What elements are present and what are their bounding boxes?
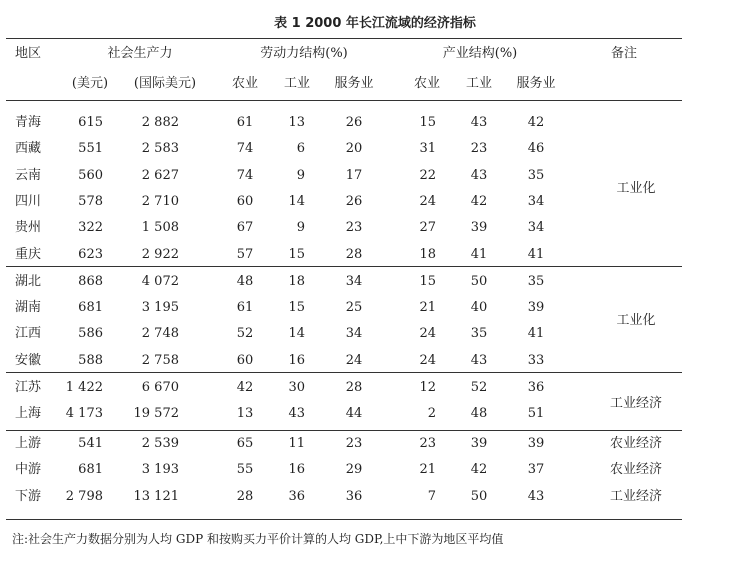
row-labor-services: 26 bbox=[345, 115, 363, 130]
row-labor-industry: 15 bbox=[288, 247, 305, 262]
row-usd: 322 bbox=[78, 220, 103, 235]
row-usd: 578 bbox=[78, 194, 103, 209]
row-usd: 4 173 bbox=[65, 406, 103, 421]
row-region: 四川 bbox=[14, 194, 42, 209]
row-industry-agriculture: 2 bbox=[427, 406, 436, 421]
row-industry-industry: 42 bbox=[470, 462, 488, 477]
row-labor-industry: 16 bbox=[288, 353, 305, 368]
row-industry-agriculture: 24 bbox=[419, 326, 436, 341]
row-industry-services: 37 bbox=[527, 462, 545, 477]
row-region: 湖北 bbox=[14, 274, 42, 289]
row-region: 湖南 bbox=[14, 300, 42, 315]
row-labor-services: 24 bbox=[345, 353, 363, 368]
row-labor-industry: 14 bbox=[288, 194, 305, 209]
row-labor-agriculture: 74 bbox=[236, 168, 254, 183]
row-industry-industry: 40 bbox=[470, 300, 488, 315]
row-industry-industry: 41 bbox=[470, 247, 488, 262]
row-industry-industry: 35 bbox=[470, 326, 488, 341]
row-labor-agriculture: 42 bbox=[236, 380, 254, 395]
header-industry-industry: 工业 bbox=[465, 76, 493, 91]
row-usd: 681 bbox=[78, 462, 103, 477]
row-industry-agriculture: 15 bbox=[419, 115, 436, 130]
row-industry-industry: 50 bbox=[470, 274, 488, 289]
row-remark: 工业经济 bbox=[609, 396, 663, 411]
row-labor-agriculture: 67 bbox=[236, 220, 254, 235]
row-labor-services: 23 bbox=[345, 220, 363, 235]
row-industry-agriculture: 7 bbox=[427, 489, 436, 504]
row-industry-agriculture: 21 bbox=[419, 300, 436, 315]
row-remark: 农业经济 bbox=[609, 436, 663, 451]
row-industry-services: 46 bbox=[527, 141, 545, 156]
row-industry-services: 35 bbox=[527, 274, 545, 289]
row-industry-services: 42 bbox=[527, 115, 545, 130]
row-intl-usd: 3 195 bbox=[141, 300, 179, 315]
row-industry-industry: 23 bbox=[470, 141, 488, 156]
row-usd: 586 bbox=[78, 326, 103, 341]
row-labor-industry: 15 bbox=[288, 300, 305, 315]
row-industry-agriculture: 31 bbox=[419, 141, 436, 156]
row-industry-services: 41 bbox=[527, 326, 545, 341]
header-industry-agriculture: 农业 bbox=[413, 76, 441, 91]
table-top-rule bbox=[6, 38, 682, 39]
row-industry-industry: 50 bbox=[470, 489, 488, 504]
header-region: 地区 bbox=[14, 46, 42, 61]
row-labor-services: 26 bbox=[345, 194, 363, 209]
row-labor-industry: 43 bbox=[288, 406, 305, 421]
row-labor-agriculture: 13 bbox=[236, 406, 254, 421]
header-intl-usd: (国际美元) bbox=[133, 76, 197, 91]
row-industry-agriculture: 21 bbox=[419, 462, 436, 477]
row-intl-usd: 2 748 bbox=[141, 326, 179, 341]
table-bottom-rule bbox=[6, 519, 682, 520]
row-labor-industry: 18 bbox=[288, 274, 305, 289]
row-intl-usd: 2 922 bbox=[141, 247, 179, 262]
row-labor-agriculture: 28 bbox=[236, 489, 254, 504]
row-industry-agriculture: 15 bbox=[419, 274, 436, 289]
row-labor-industry: 11 bbox=[288, 436, 305, 451]
row-labor-agriculture: 60 bbox=[236, 194, 254, 209]
row-industry-services: 34 bbox=[527, 220, 545, 235]
row-labor-industry: 9 bbox=[296, 220, 305, 235]
row-intl-usd: 2 882 bbox=[141, 115, 179, 130]
table-title: 表 1 2000 年长江流域的经济指标 bbox=[274, 16, 476, 31]
row-industry-services: 39 bbox=[527, 436, 545, 451]
row-labor-agriculture: 74 bbox=[236, 141, 254, 156]
row-labor-agriculture: 60 bbox=[236, 353, 254, 368]
row-industry-agriculture: 12 bbox=[419, 380, 436, 395]
row-region: 江苏 bbox=[14, 380, 42, 395]
row-intl-usd: 3 193 bbox=[141, 462, 179, 477]
row-industry-services: 43 bbox=[527, 489, 545, 504]
row-labor-industry: 6 bbox=[296, 141, 305, 156]
row-labor-agriculture: 52 bbox=[236, 326, 254, 341]
row-intl-usd: 2 710 bbox=[141, 194, 179, 209]
row-industry-services: 41 bbox=[527, 247, 545, 262]
row-labor-services: 25 bbox=[345, 300, 363, 315]
row-region: 云南 bbox=[14, 168, 42, 183]
row-labor-agriculture: 57 bbox=[236, 247, 254, 262]
row-region: 贵州 bbox=[14, 220, 42, 235]
row-intl-usd: 4 072 bbox=[141, 274, 179, 289]
row-usd: 1 422 bbox=[65, 380, 103, 395]
row-intl-usd: 2 627 bbox=[141, 168, 179, 183]
row-region: 中游 bbox=[14, 462, 42, 477]
row-labor-industry: 30 bbox=[288, 380, 305, 395]
row-industry-industry: 39 bbox=[470, 220, 488, 235]
row-industry-services: 36 bbox=[527, 380, 545, 395]
row-labor-services: 44 bbox=[345, 406, 363, 421]
row-labor-agriculture: 61 bbox=[236, 300, 254, 315]
row-usd: 681 bbox=[78, 300, 103, 315]
row-usd: 623 bbox=[78, 247, 103, 262]
row-industry-industry: 48 bbox=[470, 406, 488, 421]
header-labor-agriculture: 农业 bbox=[231, 76, 259, 91]
row-remark: 工业化 bbox=[616, 181, 656, 196]
row-labor-industry: 36 bbox=[288, 489, 305, 504]
group-divider-rule bbox=[6, 372, 682, 373]
row-intl-usd: 2 539 bbox=[141, 436, 179, 451]
row-usd: 551 bbox=[78, 141, 103, 156]
row-region: 上海 bbox=[14, 406, 42, 421]
row-region: 重庆 bbox=[14, 247, 42, 262]
row-industry-industry: 43 bbox=[470, 115, 488, 130]
row-industry-industry: 39 bbox=[470, 436, 488, 451]
row-industry-agriculture: 23 bbox=[419, 436, 436, 451]
header-industry-services: 服务业 bbox=[516, 76, 556, 91]
row-intl-usd: 13 121 bbox=[133, 489, 179, 504]
row-labor-agriculture: 61 bbox=[236, 115, 254, 130]
row-industry-industry: 43 bbox=[470, 168, 488, 183]
header-social-productivity: 社会生产力 bbox=[107, 46, 173, 61]
row-labor-agriculture: 48 bbox=[236, 274, 254, 289]
row-industry-services: 33 bbox=[527, 353, 545, 368]
row-labor-services: 20 bbox=[345, 141, 363, 156]
table-footnote: 注:社会生产力数据分别为人均 GDP 和按购买力平价计算的人均 GDP,上中下游为地区平均值 bbox=[12, 532, 504, 546]
row-labor-agriculture: 65 bbox=[236, 436, 254, 451]
row-labor-services: 36 bbox=[345, 489, 363, 504]
row-labor-services: 29 bbox=[345, 462, 363, 477]
group-divider-rule bbox=[6, 266, 682, 267]
row-intl-usd: 2 583 bbox=[141, 141, 179, 156]
row-usd: 868 bbox=[78, 274, 103, 289]
row-industry-services: 34 bbox=[527, 194, 545, 209]
row-region: 上游 bbox=[14, 436, 42, 451]
row-industry-services: 35 bbox=[527, 168, 545, 183]
row-industry-agriculture: 24 bbox=[419, 353, 436, 368]
row-intl-usd: 1 508 bbox=[141, 220, 179, 235]
row-industry-agriculture: 22 bbox=[419, 168, 436, 183]
group-divider-rule bbox=[6, 430, 682, 431]
header-labor-industry: 工业 bbox=[283, 76, 311, 91]
row-intl-usd: 19 572 bbox=[133, 406, 179, 421]
row-industry-agriculture: 18 bbox=[419, 247, 436, 262]
row-region: 江西 bbox=[14, 326, 42, 341]
header-remarks: 备注 bbox=[610, 46, 638, 61]
row-usd: 588 bbox=[78, 353, 103, 368]
header-usd: (美元) bbox=[71, 76, 109, 91]
row-remark: 农业经济 bbox=[609, 462, 663, 477]
row-region: 西藏 bbox=[14, 141, 42, 156]
header-labor-structure: 劳动力结构(%) bbox=[260, 46, 348, 61]
row-remark: 工业化 bbox=[616, 313, 656, 328]
row-labor-services: 23 bbox=[345, 436, 363, 451]
row-labor-agriculture: 55 bbox=[236, 462, 254, 477]
row-usd: 615 bbox=[78, 115, 103, 130]
row-region: 青海 bbox=[14, 115, 42, 130]
row-usd: 541 bbox=[78, 436, 103, 451]
row-labor-industry: 9 bbox=[296, 168, 305, 183]
row-region: 安徽 bbox=[14, 353, 42, 368]
row-region: 下游 bbox=[14, 489, 42, 504]
row-industry-industry: 43 bbox=[470, 353, 488, 368]
row-labor-services: 34 bbox=[345, 274, 363, 289]
row-labor-industry: 16 bbox=[288, 462, 305, 477]
row-industry-agriculture: 27 bbox=[419, 220, 436, 235]
row-industry-services: 39 bbox=[527, 300, 545, 315]
row-remark: 工业经济 bbox=[609, 489, 663, 504]
row-usd: 560 bbox=[78, 168, 103, 183]
row-labor-services: 28 bbox=[345, 380, 363, 395]
row-labor-services: 17 bbox=[345, 168, 363, 183]
row-industry-industry: 52 bbox=[470, 380, 488, 395]
header-industry-structure: 产业结构(%) bbox=[442, 46, 518, 61]
row-industry-services: 51 bbox=[527, 406, 545, 421]
row-industry-industry: 42 bbox=[470, 194, 488, 209]
row-industry-agriculture: 24 bbox=[419, 194, 436, 209]
row-intl-usd: 2 758 bbox=[141, 353, 179, 368]
header-labor-services: 服务业 bbox=[334, 76, 374, 91]
row-labor-services: 28 bbox=[345, 247, 363, 262]
header-bottom-rule bbox=[6, 100, 682, 101]
row-usd: 2 798 bbox=[65, 489, 103, 504]
row-labor-industry: 14 bbox=[288, 326, 305, 341]
row-labor-services: 34 bbox=[345, 326, 363, 341]
row-intl-usd: 6 670 bbox=[141, 380, 179, 395]
row-labor-industry: 13 bbox=[288, 115, 305, 130]
